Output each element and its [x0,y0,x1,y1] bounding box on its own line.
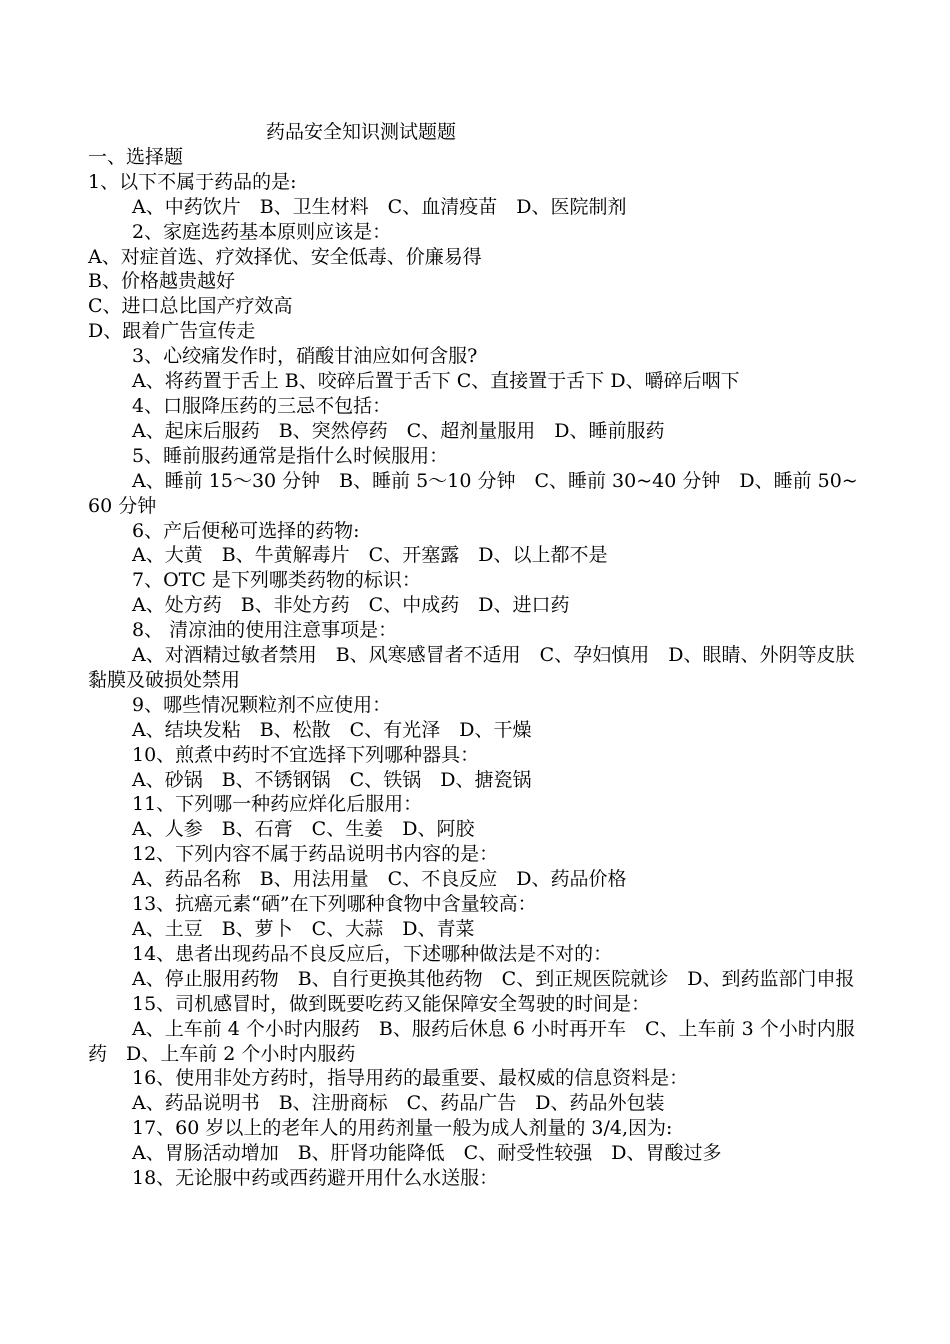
options-5: A、睡前 15～30 分钟 B、睡前 5～10 分钟 C、睡前 30~40 分钟 D、睡前 50~60 分钟 [88,469,858,517]
document-body [88,120,868,1191]
options-9: A、结块发粘 B、松散 C、有光泽 D、干燥 [132,718,532,741]
question-17: 17、60 岁以上的老年人的用药剂量一般为成人剂量的 3/4,因为: [132,1117,673,1140]
option-2b: B、价格越贵越好 [88,270,235,293]
options-14: A、停止服用药物 B、自行更换其他药物 C、到正规医院就诊 D、到药监部门申报 [132,967,855,990]
options-16: A、药品说明书 B、注册商标 C、药品广告 D、药品外包装 [132,1092,665,1115]
question-10: 10、煎煮中药时不宜选择下列哪种器具： [132,743,480,766]
options-10: A、砂锅 B、不锈钢锅 C、铁锅 D、搪瓷锅 [132,768,532,791]
options-13: A、土豆 B、萝卜 C、大蒜 D、青菜 [132,918,475,940]
question-8: 8、 清凉油的使用注意事项是： [132,619,398,642]
options-7: A、处方药 B、非处方药 C、中成药 D、进口药 [132,594,570,617]
options-6: A、大黄 B、牛黄解毒片 C、开塞露 D、以上都不是 [132,544,608,567]
options-4: A、起床后服药 B、突然停药 C、超剂量服用 D、睡前服药 [132,419,665,442]
options-12: A、药品名称 B、用法用量 C、不良反应 D、药品价格 [132,868,627,891]
options-17: A、胃肠活动增加 B、肝肾功能降低 C、耐受性较强 D、胃酸过多 [132,1142,722,1165]
options-3: A、将药置于舌上 B、咬碎后置于舌下 C、直接置于舌下 D、嚼碎后咽下 [132,370,740,393]
question-5: 5、睡前服药通常是指什么时候服用： [132,444,449,467]
question-1: 1、以下不属于药品的是: [88,170,297,193]
question-11: 11、下列哪一种药应烊化后服用： [132,793,423,816]
question-6: 6、产后便秘可选择的药物: [132,519,360,542]
question-16: 16、使用非处方药时，指导用药的最重要、最权威的信息资料是： [132,1067,689,1090]
question-12: 12、下列内容不属于药品说明书内容的是： [132,843,499,866]
question-18: 18、无论服中药或西药避开用什么水送服： [132,1167,499,1190]
section-heading: 一、选择题 [88,145,184,168]
question-14: 14、患者出现药品不良反应后，下述哪种做法是不对的： [132,942,613,965]
options-15: A、上车前 4 个小时内服药 B、服药后休息 6 小时再开车 C、上车前 3 个小时内服药 D、上车前 2 个小时内服药 [88,1017,855,1065]
question-13: 13、抗癌元素“硒”在下列哪种食物中含量较高： [132,893,537,916]
question-9: 9、哪些情况颗粒剂不应使用： [132,693,392,716]
question-4: 4、口服降压药的三忌不包括： [132,394,392,417]
options-8: A、对酒精过敏者禁用 B、风寒感冒者不适用 C、孕妇慎用 D、眼睛、外阴等皮肤黏膜及破损处禁用 [88,644,855,691]
document-title: 药品安全知识测试题题 [266,121,457,143]
option-2c: C、进口总比国产疗效高 [88,295,293,318]
question-2: 2、家庭选药基本原则应该是： [132,220,392,243]
options-1: A、中药饮片 B、卫生材料 C、血清疫苗 D、医院制剂 [132,195,627,218]
question-15: 15、司机感冒时，做到既要吃药又能保障安全驾驶的时间是： [132,992,651,1015]
question-3: 3、心绞痛发作时，硝酸甘油应如何含服? [132,345,478,368]
option-2a: A、对症首选、疗效择优、安全低毒、价廉易得 [88,245,482,268]
options-11: A、人参 B、石膏 C、生姜 D、阿胶 [132,818,475,841]
question-7: 7、OTC 是下列哪类药物的标识： [132,569,421,592]
option-2d: D、跟着广告宣传走 [88,320,256,343]
